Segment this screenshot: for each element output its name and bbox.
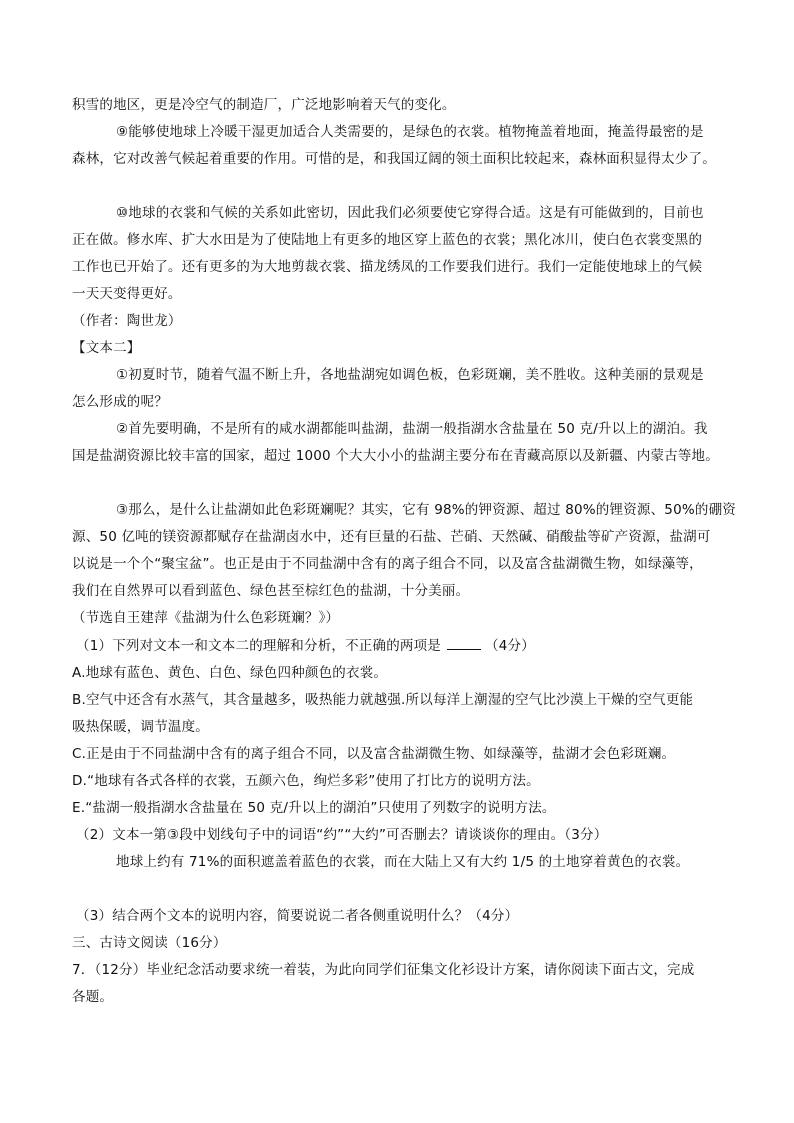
text1-paragraph10-line3: 工作也已开始了。还有更多的为大地剪裁衣裳、描龙绣凤的工作要我们进行。我们一定能使地球上的气候 — [72, 259, 703, 275]
text1-paragraph9-line1: ⑨能够使地球上冷暖干湿更加适合人类需要的，是绿色的衣裳。植物掩盖着地面，掩盖得最密的是 — [116, 124, 704, 140]
option-e: E.“盐湖一般指湖水含盐量在 50 克/升以上的湖泊”只使用了列数字的说明方法。 — [72, 800, 556, 816]
text1-paragraph8-tail: 积雪的地区，更是冷空气的制造厂，广泛地影响着天气的变化。 — [72, 97, 456, 113]
question-2: （2）文本一第③段中划线句子中的词语“约”“大约”可否删去？请谈谈你的理由。（3分） — [76, 827, 608, 843]
text2-paragraph2-line2: 国是盐湖资源比较丰富的国家，超过 1000 个大大小小的盐湖主要分布在青藏高原以及新疆、内蒙古等地。 — [72, 448, 719, 464]
question-1 — [76, 637, 535, 655]
option-a: A.地球有蓝色、黄色、白色、绿色四种颜色的衣裳。 — [72, 665, 388, 681]
text2-paragraph1-line2: 怎么形成的呢？ — [72, 394, 168, 410]
text2-paragraph3-line2: 源、50 亿吨的镁资源都赋存在盐湖卤水中，还有巨量的石盐、芒硝、天然碱、硝酸盐等矿产资源，盐湖可 — [72, 529, 711, 545]
text2-paragraph3-line4: 我们在自然界可以看到蓝色、绿色甚至棕红色的盐湖，十分美丽。 — [72, 583, 470, 599]
text2-heading: 【文本二】 — [72, 340, 141, 356]
text2-paragraph1-line1: ①初夏时节，随着气温不断上升，各地盐湖宛如调色板，色彩斑斓，美不胜收。这种美丽的景观是 — [116, 367, 704, 383]
question-1-score: （4分） — [485, 638, 535, 654]
text2-paragraph3-line3: 以说是一个个“聚宝盆”。也正是由于不同盐湖中含有的离子组合不同，以及富含盐湖微生物，如绿藻等， — [72, 556, 703, 572]
option-b-line1: B.空气中还含有水蒸气，其含量越多，吸热能力就越强.所以每洋上潮湿的空气比沙漠上干燥的空气更能 — [72, 692, 694, 708]
option-c: C.正是由于不同盐湖中含有的离子组合不同，以及富含盐湖微生物、如绿藻等，盐湖才会色彩斑斓。 — [72, 746, 676, 762]
text2-paragraph2-line1: ②首先要明确，不是所有的咸水湖都能叫盐湖，盐湖一般指湖水含盐量在 50 克/升以上的湖泊。我 — [116, 421, 708, 437]
text2-source: （节选自王建萍《盐湖为什么色彩斑斓？》） — [72, 610, 340, 626]
section-3-title: 三、古诗文阅读（16分） — [72, 935, 227, 951]
text2-paragraph3-line1: ③那么，是什么让盐湖如此色彩斑斓呢？其实，它有 98%的钾资源、超过 80%的锂资源、50%的硼资 — [116, 502, 737, 518]
option-b-line2: 吸热保暖，调节温度。 — [72, 719, 209, 735]
question-7-line1: 7．（12分）毕业纪念活动要求统一着装，为此向同学们征集文化衫设计方案，请你阅读下面古文，完成 — [72, 962, 695, 978]
text1-paragraph10-line2: 正在做。修水库、扩大水田是为了使陆地上有更多的地区穿上蓝色的衣裳；黑化冰川，使白色衣裳变黑的 — [72, 232, 703, 248]
text1-paragraph10-line1: ⑩地球的衣裳和气候的关系如此密切，因此我们必须要使它穿得合适。这是有可能做到的，目前也 — [116, 205, 704, 221]
question-3: （3）结合两个文本的说明内容，简要说说二者各侧重说明什么？（4分） — [76, 908, 519, 924]
question-7-line2: 各题。 — [72, 989, 114, 1005]
question-2-sentence: 地球上约有 71%的面积遮盖着蓝色的衣裳，而在大陆上又有大约 1/5 的土地穿着黄色的衣裳。 — [116, 854, 690, 870]
text1-paragraph9-line2: 森林，它对改善气候起着重要的作用。可惜的是，和我国辽阔的领土面积比较起来，森林面积显得太少了。 — [72, 151, 716, 167]
text1-paragraph10-line4: 一天天变得更好。 — [72, 286, 182, 302]
answer-blank[interactable] — [447, 637, 481, 650]
text1-author: （作者：陶世龙） — [72, 313, 182, 329]
question-1-text: （1）下列对文本一和文本二的理解和分析，不正确的两项是 — [76, 638, 441, 654]
option-d: D.“地球有各式各样的衣裳，五颜六色，绚烂多彩”使用了打比方的说明方法。 — [72, 773, 540, 789]
